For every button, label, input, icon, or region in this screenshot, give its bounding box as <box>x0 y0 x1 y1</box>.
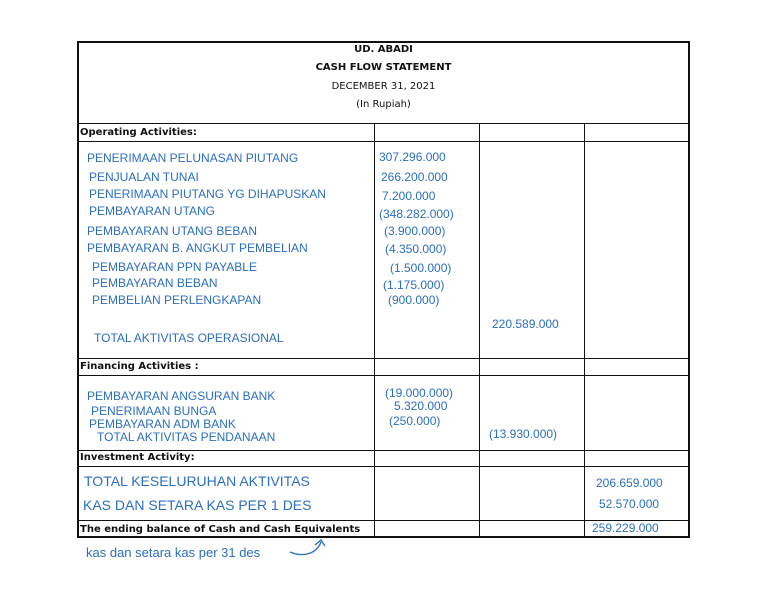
financing-heading: Financing Activities : <box>80 361 199 372</box>
row-divider <box>77 141 690 142</box>
operating-item-amount: (1.500.000) <box>390 261 452 275</box>
column-divider <box>374 123 375 538</box>
financing-total-amount: (13.930.000) <box>489 427 558 441</box>
row-divider <box>77 450 690 451</box>
operating-item-amount: 7.200.000 <box>382 189 436 203</box>
statement-date: DECEMBER 31, 2021 <box>331 81 436 92</box>
operating-item-amount: (3.900.000) <box>384 224 446 238</box>
operating-item-label: PENERIMAAN PELUNASAN PIUTANG <box>87 151 299 165</box>
operating-item-label: PENERIMAAN PIUTANG YG DIHAPUSKAN <box>89 187 326 201</box>
operating-item-amount: (348.282.000) <box>379 207 454 221</box>
column-divider <box>479 123 480 538</box>
operating-heading: Operating Activities: <box>80 127 197 138</box>
row-divider <box>77 375 690 376</box>
operating-item-amount: (4.350.000) <box>385 242 447 256</box>
operating-item-amount: 266.200.000 <box>381 170 448 184</box>
ending-balance-amount: 259.229.000 <box>592 521 659 535</box>
statement-title: CASH FLOW STATEMENT <box>315 62 452 73</box>
financing-item-amount: (250.000) <box>389 414 441 428</box>
table-border-left <box>77 41 79 538</box>
operating-item-label: PEMBAYARAN PPN PAYABLE <box>92 260 257 274</box>
operating-item-amount: (900.000) <box>388 293 440 307</box>
operating-total-label: TOTAL AKTIVITAS OPERASIONAL <box>94 331 284 345</box>
beginning-cash-label: KAS DAN SETARA KAS PER 1 DES <box>83 497 312 513</box>
row-divider <box>77 358 690 359</box>
handwritten-note: kas dan setara kas per 31 des <box>86 545 261 560</box>
company-name: UD. ABADI <box>354 44 413 55</box>
operating-item-label: PEMBELIAN PERLENGKAPAN <box>92 293 262 307</box>
total-all-activities-amount: 206.659.000 <box>596 476 663 490</box>
financing-total-label: TOTAL AKTIVITAS PENDANAAN <box>97 430 276 444</box>
operating-item-label: PEMBAYARAN UTANG BEBAN <box>87 224 258 238</box>
financing-item-label: PEMBAYARAN ADM BANK <box>89 417 236 431</box>
operating-total-amount: 220.589.000 <box>492 317 559 331</box>
investment-heading: Investment Activity: <box>80 452 195 463</box>
financing-item-label: PENERIMAAN BUNGA <box>91 404 217 418</box>
operating-item-label: PEMBAYARAN BEBAN <box>92 276 218 290</box>
ending-balance-label: The ending balance of Cash and Cash Equivalents <box>80 524 361 535</box>
column-divider <box>584 123 585 538</box>
operating-item-amount: 307.296.000 <box>379 150 446 164</box>
total-all-activities-label: TOTAL KESELURUHAN AKTIVITAS <box>84 473 310 489</box>
row-divider <box>77 123 690 124</box>
table-border-right <box>688 41 690 538</box>
operating-item-label: PEMBAYARAN UTANG <box>89 204 216 218</box>
currency-note: (In Rupiah) <box>356 99 411 110</box>
operating-item-label: PEMBAYARAN B. ANGKUT PEMBELIAN <box>87 241 308 255</box>
beginning-cash-amount: 52.570.000 <box>599 497 660 511</box>
financing-item-label: PEMBAYARAN ANGSURAN BANK <box>87 389 276 403</box>
curved-arrow-icon <box>288 534 334 560</box>
table-border-bottom <box>77 536 690 538</box>
financing-item-amount: (19.000.000) <box>385 386 454 400</box>
table-border-top <box>77 41 690 43</box>
row-divider <box>77 466 690 467</box>
operating-item-amount: (1.175.000) <box>383 278 445 292</box>
operating-item-label: PENJUALAN TUNAI <box>89 170 199 184</box>
financing-item-amount: 5.320.000 <box>394 399 448 413</box>
